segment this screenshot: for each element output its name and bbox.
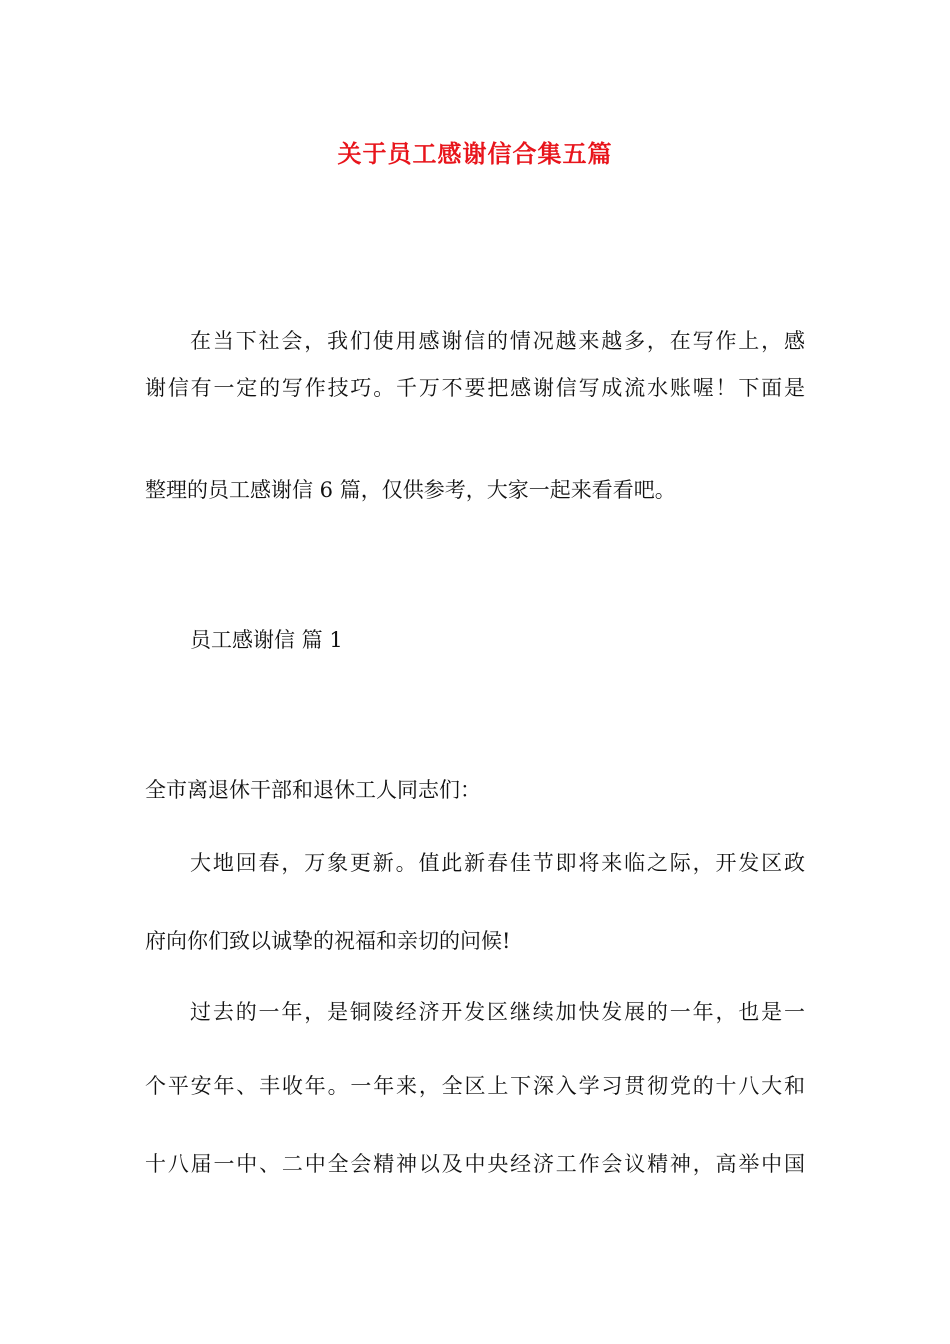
paragraph2-line-2: 个平安年、丰收年。一年来，全区上下深入学习贯彻党的十八大和: [145, 1074, 805, 1098]
paragraph1-line-1: 大地回春，万象更新。值此新春佳节即将来临之际，开发区政: [190, 851, 805, 875]
intro-line-1: 在当下社会，我们使用感谢信的情况越来越多，在写作上，感: [190, 329, 805, 353]
paragraph2-line-3: 十八届一中、二中全会精神以及中央经济工作会议精神，高举中国: [145, 1152, 805, 1176]
intro-line-3: 整理的员工感谢信 6 篇，仅供参考，大家一起来看看吧。: [145, 478, 676, 502]
document-title: 关于员工感谢信合集五篇: [337, 139, 613, 168]
salutation: 全市离退休干部和退休工人同志们：: [145, 778, 481, 802]
section-heading: 员工感谢信 篇 1: [190, 628, 343, 652]
intro-line-2: 谢信有一定的写作技巧。千万不要把感谢信写成流水账喔！下面是: [145, 376, 805, 400]
paragraph2-line-1: 过去的一年，是铜陵经济开发区继续加快发展的一年，也是一: [190, 1000, 805, 1024]
paragraph1-line-2: 府向你们致以诚挚的祝福和亲切的问候!: [145, 929, 511, 953]
